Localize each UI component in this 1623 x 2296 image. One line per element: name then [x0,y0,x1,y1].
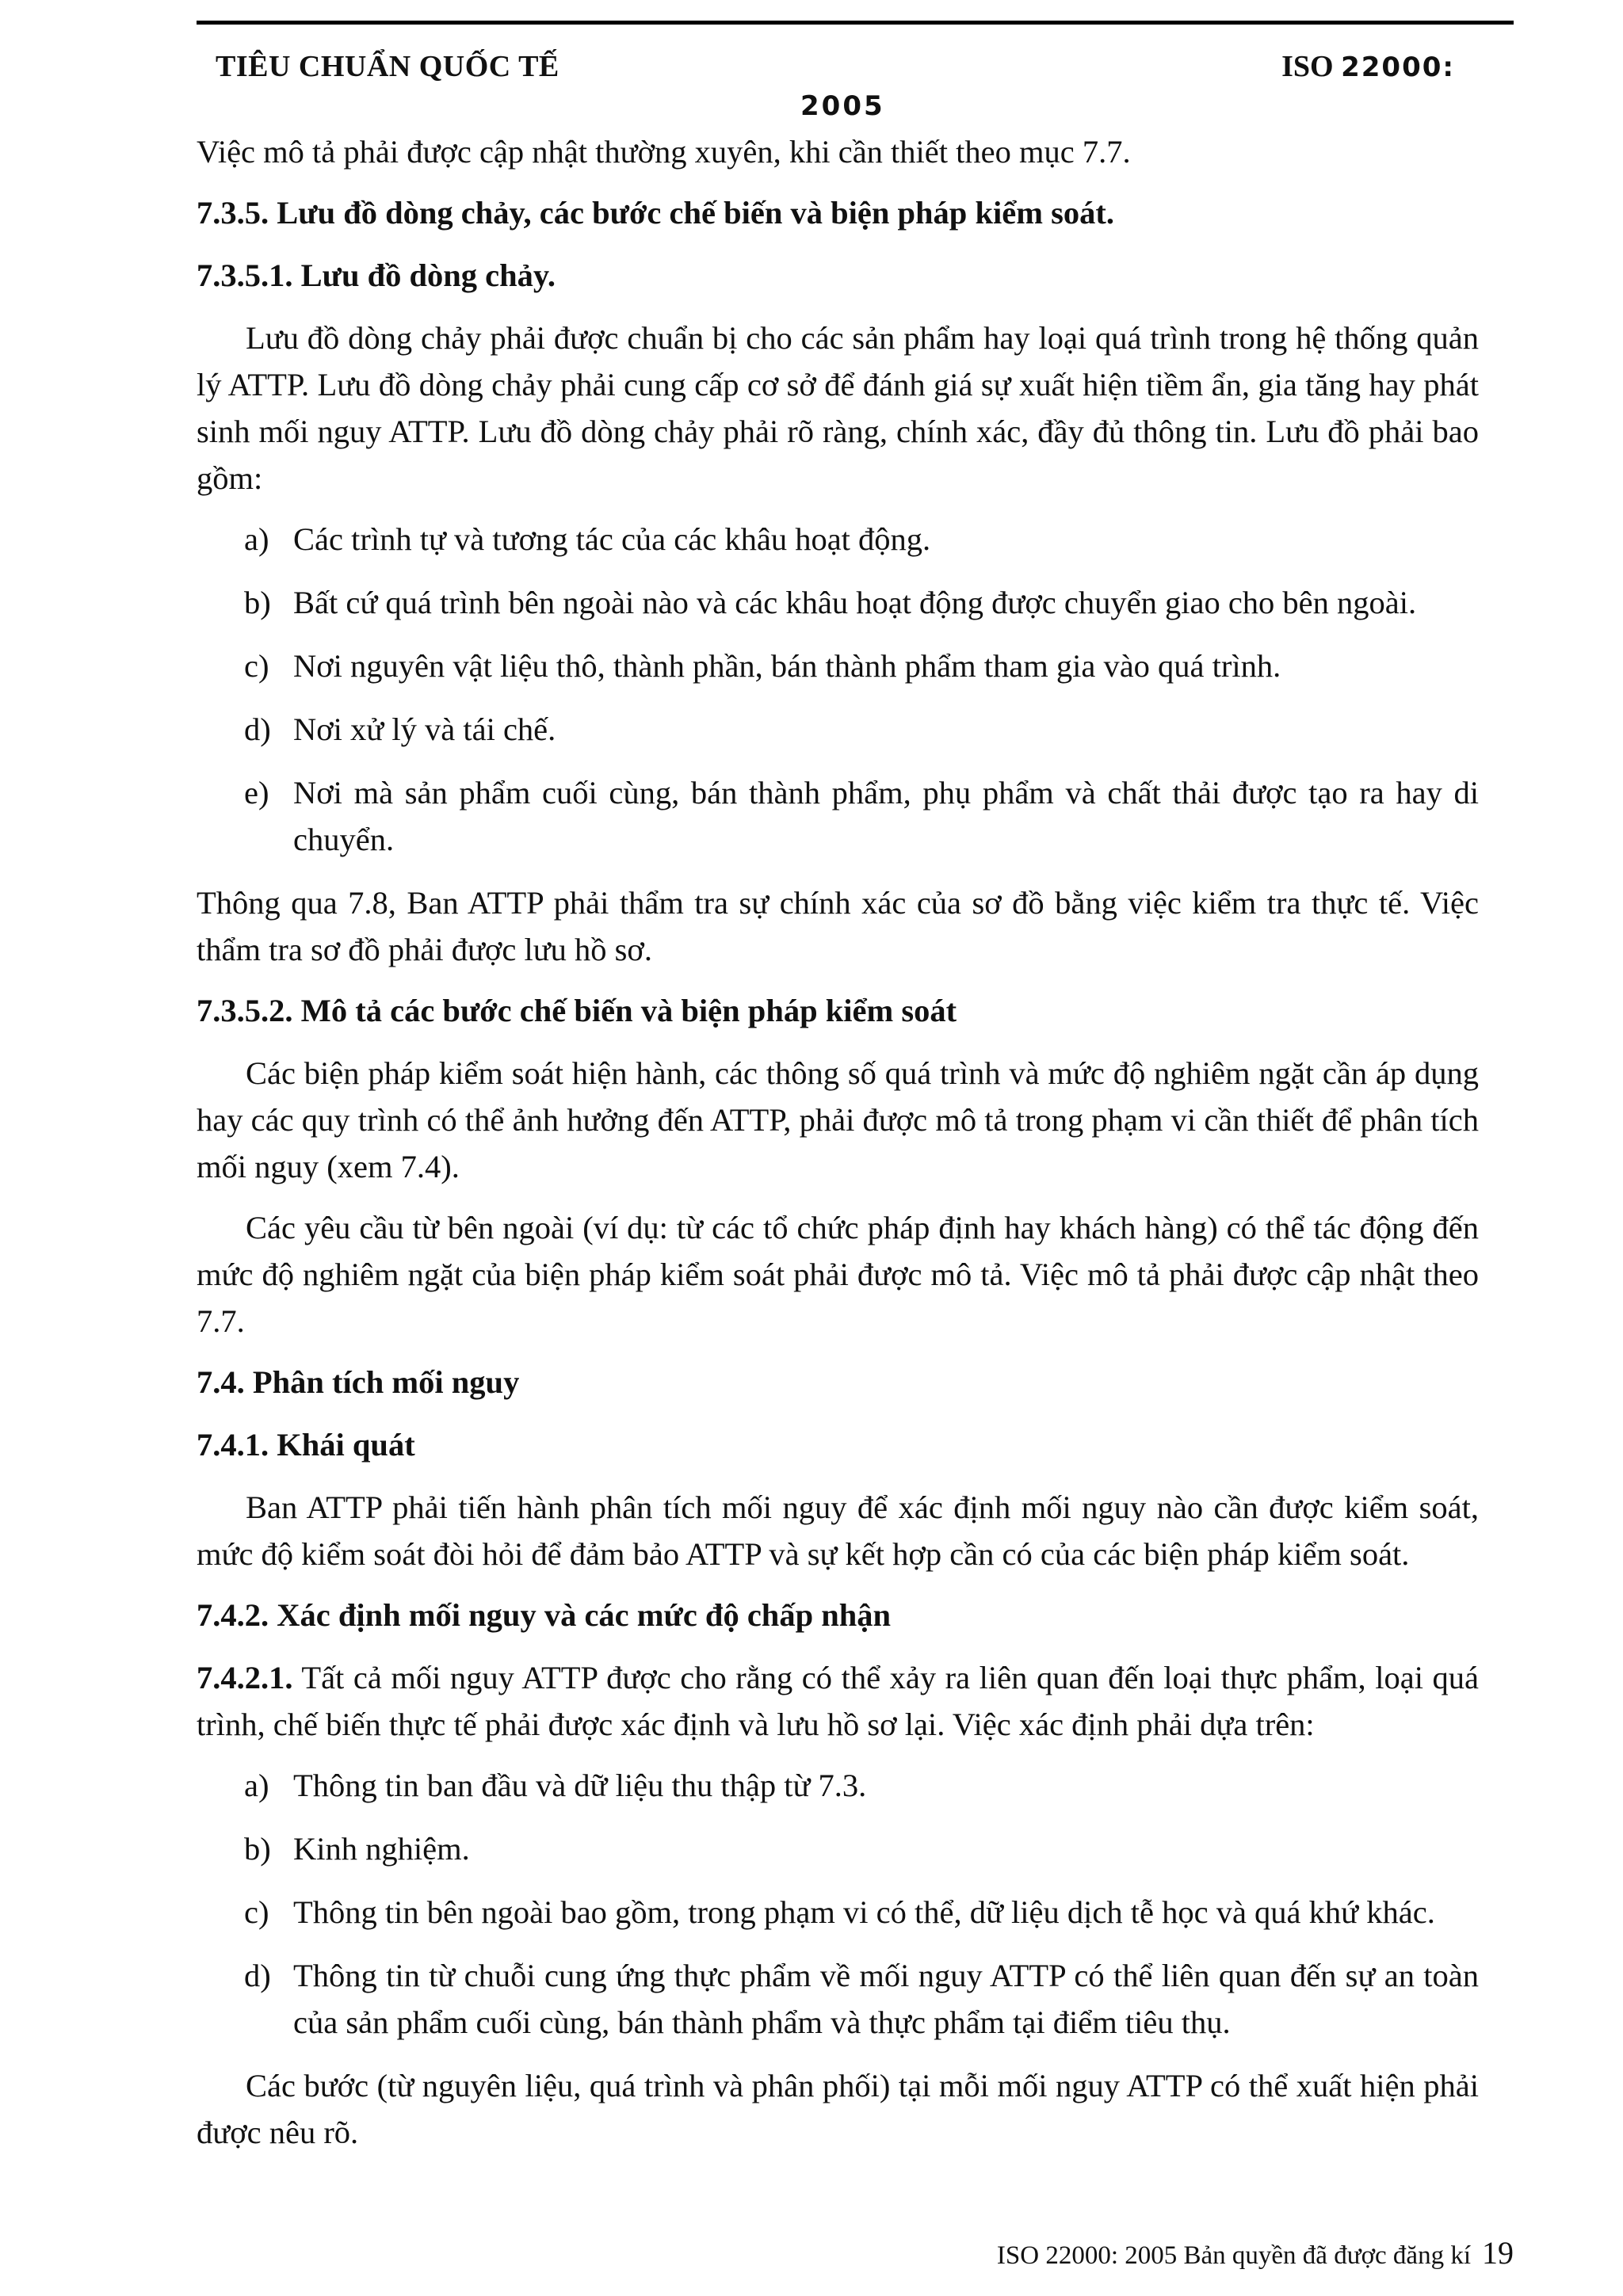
paragraph: 7.4.2.1. Tất cả mối nguy ATTP được cho rằng có thể xảy ra liên quan đến loại thực phẩm, loại quá trình, chế biến thực tế phải được xác định và lưu hồ sơ lại. Việc xác định phải dựa trên: [197,1660,1479,1742]
paragraph: Việc mô tả phải được cập nhật thường xuyên, khi cần thiết theo mục 7.7. [197,134,1131,170]
list-item: b) Bất cứ quá trình bên ngoài nào và các khâu hoạt động được chuyển giao cho bên ngoài. [244,585,1417,620]
paragraph: Các yêu cầu từ bên ngoài (ví dụ: từ các tổ chức pháp định hay khách hàng) có thể tác động đến mức độ nghiêm ngặt của biện pháp kiểm soát phải được mô tả. Việc mô tả phải được cập nhật theo 7.7. [197,1210,1479,1339]
header-title: TIÊU CHUẨN QUỐC TẾ [216,50,559,83]
paragraph: Thông qua 7.8, Ban ATTP phải thẩm tra sự chính xác của sơ đồ bằng việc kiểm tra thực tế. Việc thẩm tra sơ đồ phải được lưu hồ sơ. [197,885,1479,967]
paragraph: Các bước (từ nguyên liệu, quá trình và phân phối) tại mỗi mối nguy ATTP có thể xuất hiện phải được nêu rõ. [197,2068,1479,2150]
flowchart-items-list [197,516,1479,863]
list-item: e) Nơi mà sản phẩm cuối cùng, bán thành phẩm, phụ phẩm và chất thải được tạo ra hay di chuyển. [244,775,1479,857]
header-rule [197,21,1514,25]
section-heading: 7.3.5. Lưu đồ dòng chảy, các bước chế biến và biện pháp kiểm soát. [197,195,1114,231]
identification-basis-list [197,1762,1479,2046]
subsection-heading: 7.4.1. Khái quát [197,1427,415,1463]
section-heading: 7.4. Phân tích mối nguy [197,1364,520,1400]
paragraph: Ban ATTP phải tiến hành phân tích mối nguy để xác định mối nguy nào cần được kiểm soát, mức độ kiểm soát đòi hỏi để đảm bảo ATTP và sự kết hợp cần có của các biện pháp kiểm soát. [197,1489,1479,1572]
footer-copyright: ISO 22000: 2005 Bản quyền đã được đăng kí [996,2241,1471,2270]
list-item: d) Thông tin từ chuỗi cung ứng thực phẩm về mối nguy ATTP có thể liên quan đến sự an toàn của sản phẩm cuối cùng, bán thành phẩm và thực phẩm tại điểm tiêu thụ. [244,1958,1479,2040]
list-item: b) Kinh nghiệm. [244,1831,470,1867]
header-year: 2005 [800,90,885,122]
page-number: 19 [1482,2235,1514,2271]
list-item: a) Thông tin ban đầu và dữ liệu thu thập từ 7.3. [244,1768,867,1803]
paragraph: Lưu đồ dòng chảy phải được chuẩn bị cho các sản phẩm hay loại quá trình trong hệ thống quản lý ATTP. Lưu đồ dòng chảy phải cung cấp cơ sở để đánh giá sự xuất hiện tiềm ẩn, gia tăng hay phát sinh mối nguy ATTP. Lưu đồ dòng chảy phải rõ ràng, chính xác, đầy đủ thông tin. Lưu đồ phải bao gồm: [197,320,1479,496]
subsection-heading: 7.3.5.2. Mô tả các bước chế biến và biện pháp kiểm soát [197,993,957,1028]
paragraph: Các biện pháp kiểm soát hiện hành, các thông số quá trình và mức độ nghiêm ngặt cần áp dụng hay các quy trình có thể ảnh hưởng đến ATTP, phải được mô tả trong phạm vi cần thiết để phân tích mối nguy (xem 7.4). [197,1055,1479,1184]
header-iso: ISO [1281,50,1334,83]
list-item: a) Các trình tự và tương tác của các khâu hoạt động. [244,521,931,557]
list-item: d) Nơi xử lý và tái chế. [244,711,556,747]
header-standard [1281,49,1455,84]
clause-number: 7.4.2.1. [197,1660,293,1695]
page-footer [997,2234,1514,2271]
subsection-heading: 7.3.5.1. Lưu đồ dòng chảy. [197,257,556,293]
header-standard-number: 22000: [1341,51,1455,83]
list-item: c) Nơi nguyên vật liệu thô, thành phần, bán thành phẩm tham gia vào quá trình. [244,648,1281,684]
list-item: c) Thông tin bên ngoài bao gồm, trong phạm vi có thể, dữ liệu dịch tễ học và quá khứ khác. [244,1894,1435,1930]
subsection-heading: 7.4.2. Xác định mối nguy và các mức độ chấp nhận [197,1597,892,1633]
document-body [197,128,1479,2170]
